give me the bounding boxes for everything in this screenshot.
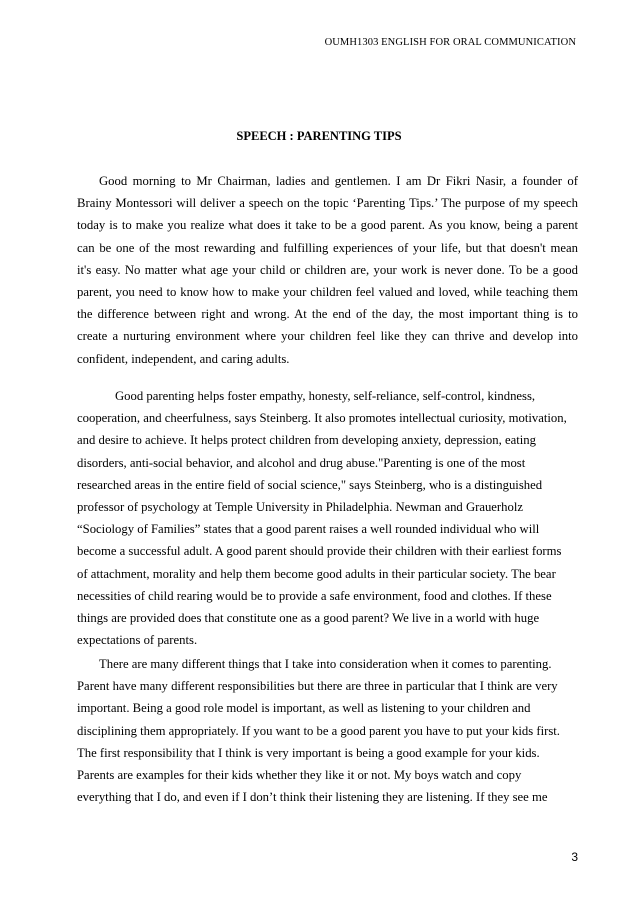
paragraph-line: confident, independent, and caring adults. [77,351,290,366]
paragraph-line: professor of psychology at Temple University in Philadelphia. Newman and Grauerholz [77,500,524,515]
paragraph-line: cooperation, and cheerfulness, says Steinberg. It also promotes intellectual curiosity, motivation, [77,411,567,426]
paragraph-intro [77,170,578,370]
paragraph-responsibilities [77,653,578,808]
paragraph-line: things are provided does that constitute one as a good parent? We live in a world with huge [77,611,540,626]
paragraph-line: Brainy Montessori will deliver a speech on the topic ‘Parenting Tips.’ The purpose of my speech [77,196,578,211]
paragraph-line: of attachment, morality and help them become good adults in their particular society. The bear [77,566,556,581]
paragraph-line: The first responsibility that I think is very important is being a good example for your kids. [77,745,540,760]
paragraph-line: and desire to achieve. It helps protect children from developing anxiety, depression, eating [77,433,536,448]
paragraph-line: it's easy. No matter what age your child or children are, your work is never done. To be a good [77,262,578,277]
paragraph-line: can be one of the most rewarding and fulfilling experiences of your life, but that doesn't mean [77,240,578,255]
paragraph-line: Good parenting helps foster empathy, honesty, self-reliance, self-control, kindness, [115,389,536,403]
paragraph-good-parenting [77,385,578,651]
page-number: 3 [571,850,578,864]
paragraph-line: There are many different things that I take into consideration when it comes to parenting. [99,657,552,671]
paragraph-line: become a successful adult. A good parent should provide their children with their earliest forms [77,544,562,559]
paragraph-line: everything that I do, and even if I don’t think their listening they are listening. If they see me [77,790,548,805]
paragraph-line: important. Being a good role model is important, as well as listening to your children and [77,701,531,716]
paragraph-line: the difference between right and wrong. At the end of the day, the most important thing is to [77,307,578,322]
paragraph-line: expectations of parents. [77,633,198,648]
paragraph-line: Parents are examples for their kids whether they like it or not. My boys watch and copy [77,768,522,783]
paragraph-line: Parent have many different responsibilities but there are three in particular that I think are very [77,679,558,694]
paragraph-line: necessities of child rearing would be to provide a safe environment, food and clothes. If these [77,588,552,603]
paragraph-line: create a nurturing environment where your children feel like they can thrive and develop into [77,329,578,344]
paragraph-line: Good morning to Mr Chairman, ladies and gentlemen. I am Dr Fikri Nasir, a founder of [99,174,578,188]
page-title: SPEECH : PARENTING TIPS [236,129,402,143]
paragraph-line: parent, you need to know how to make your children feel valued and loved, while teaching them [77,285,578,300]
paragraph-line: “Sociology of Families” states that a good parent raises a well rounded individual who will [77,522,540,537]
paragraph-line: disorders, anti-social behavior, and alcohol and drug abuse."Parenting is one of the most [77,455,526,470]
paragraph-line: today is to make you realize what does it take to be a good parent. As you know, being a parent [77,218,578,233]
running-header: OUMH1303 ENGLISH FOR ORAL COMMUNICATION [324,37,576,48]
paragraph-line: disciplining them appropriately. If you want to be a good parent you have to put your kids first. [77,723,560,738]
paragraph-line: researched areas in the entire field of social science," says Steinberg, who is a distinguished [77,477,543,492]
